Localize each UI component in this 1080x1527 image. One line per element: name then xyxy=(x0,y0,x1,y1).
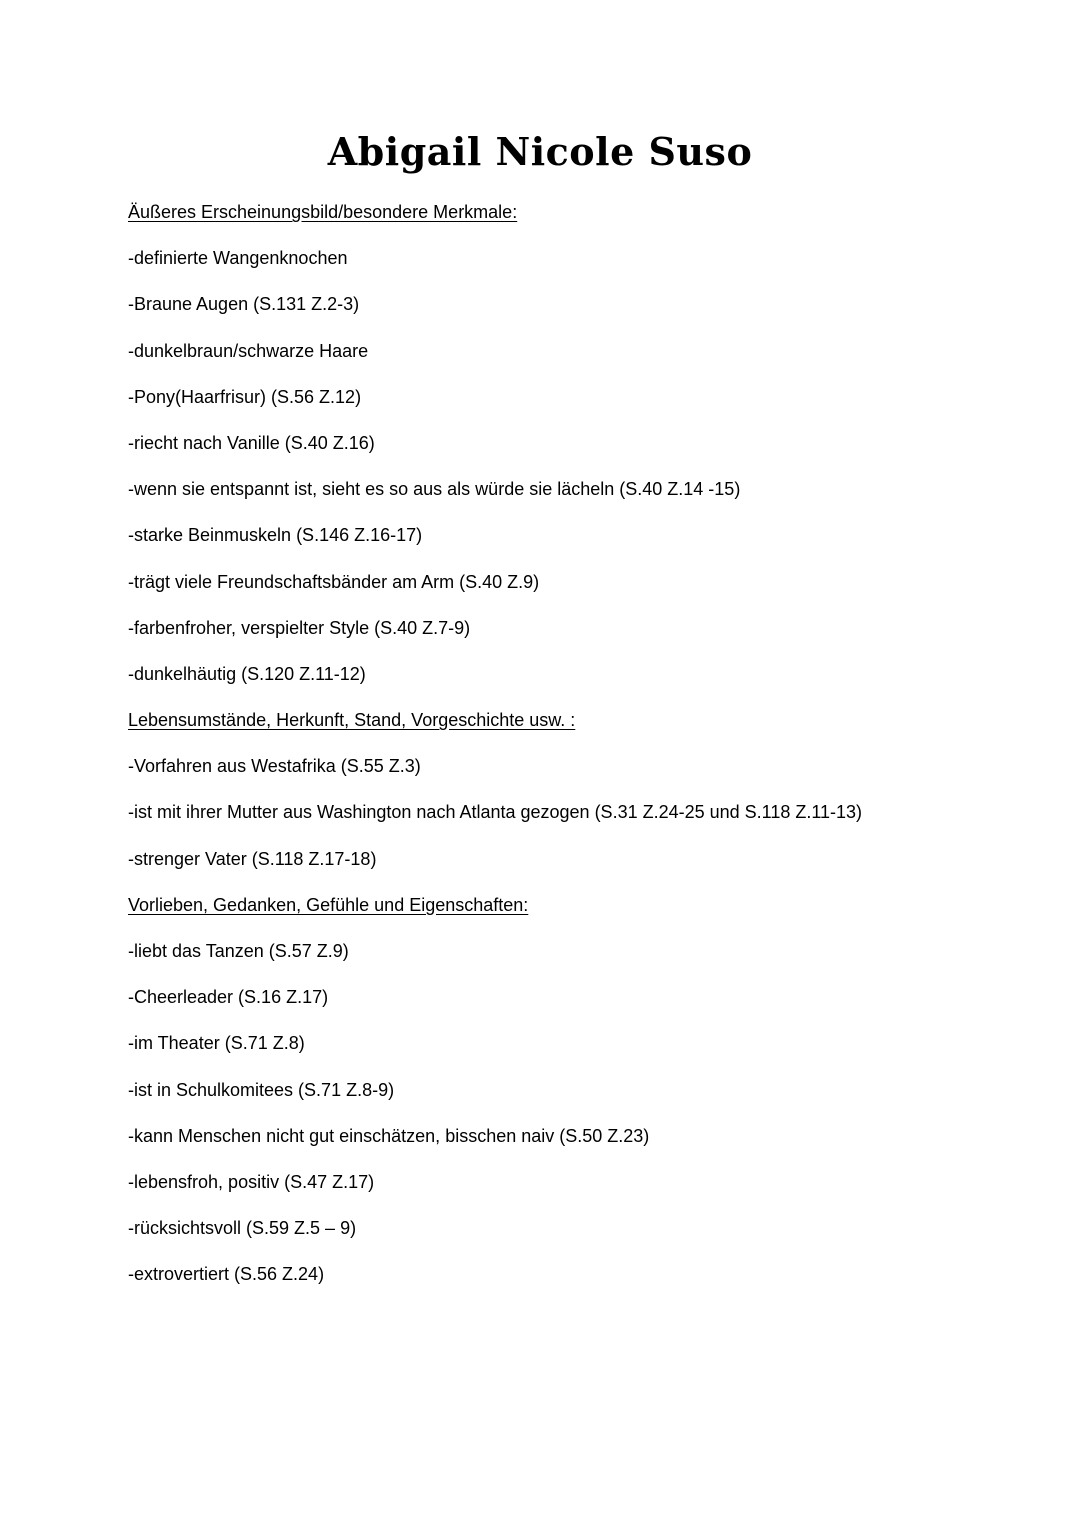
section-heading-appearance: Äußeres Erscheinungsbild/besondere Merkmale: xyxy=(128,202,518,222)
document-body xyxy=(128,196,1008,1305)
section-heading-traits: Vorlieben, Gedanken, Gefühle und Eigenschaften: xyxy=(128,894,529,915)
list-item: -im Theater (S.71 Z.8) xyxy=(128,1033,305,1054)
list-item: -Cheerleader (S.16 Z.17) xyxy=(128,987,329,1008)
list-item: -farbenfroher, verspielter Style (S.40 Z.7-9) xyxy=(128,617,471,638)
list-item: -riecht nach Vanille (S.40 Z.16) xyxy=(128,432,375,453)
list-item: -starke Beinmuskeln (S.146 Z.16-17) xyxy=(128,525,423,546)
document-title: Abigail Nicole Suso xyxy=(327,129,753,174)
list-item: -ist mit ihrer Mutter aus Washington nach Atlanta gezogen (S.31 Z.24-25 und S.118 Z.11-13) xyxy=(128,802,863,823)
section-heading-background: Lebensumstände, Herkunft, Stand, Vorgeschichte usw. : xyxy=(128,710,576,731)
list-item: -Braune Augen (S.131 Z.2-3) xyxy=(128,294,360,315)
list-item: -rücksichtsvoll (S.59 Z.5 – 9) xyxy=(128,1218,357,1239)
list-item: -extrovertiert (S.56 Z.24) xyxy=(128,1264,325,1285)
list-item: -wenn sie entspannt ist, sieht es so aus als würde sie lächeln (S.40 Z.14 -15) xyxy=(128,479,741,500)
list-item: -trägt viele Freundschaftsbänder am Arm (S.40 Z.9) xyxy=(128,571,540,592)
list-item: -Pony(Haarfrisur) (S.56 Z.12) xyxy=(128,386,362,407)
list-item: -ist in Schulkomitees (S.71 Z.8-9) xyxy=(128,1079,395,1100)
list-item: -Vorfahren aus Westafrika (S.55 Z.3) xyxy=(128,756,421,777)
list-item: -liebt das Tanzen (S.57 Z.9) xyxy=(128,941,349,961)
list-item: -dunkelbraun/schwarze Haare xyxy=(128,340,369,361)
list-item: -dunkelhäutig (S.120 Z.11-12) xyxy=(128,663,366,684)
list-item: -lebensfroh, positiv (S.47 Z.17) xyxy=(128,1171,375,1192)
list-item: -strenger Vater (S.118 Z.17-18) xyxy=(128,848,377,869)
list-item: -kann Menschen nicht gut einschätzen, bisschen naiv (S.50 Z.23) xyxy=(128,1125,650,1146)
list-item: -definierte Wangenknochen xyxy=(128,248,348,269)
